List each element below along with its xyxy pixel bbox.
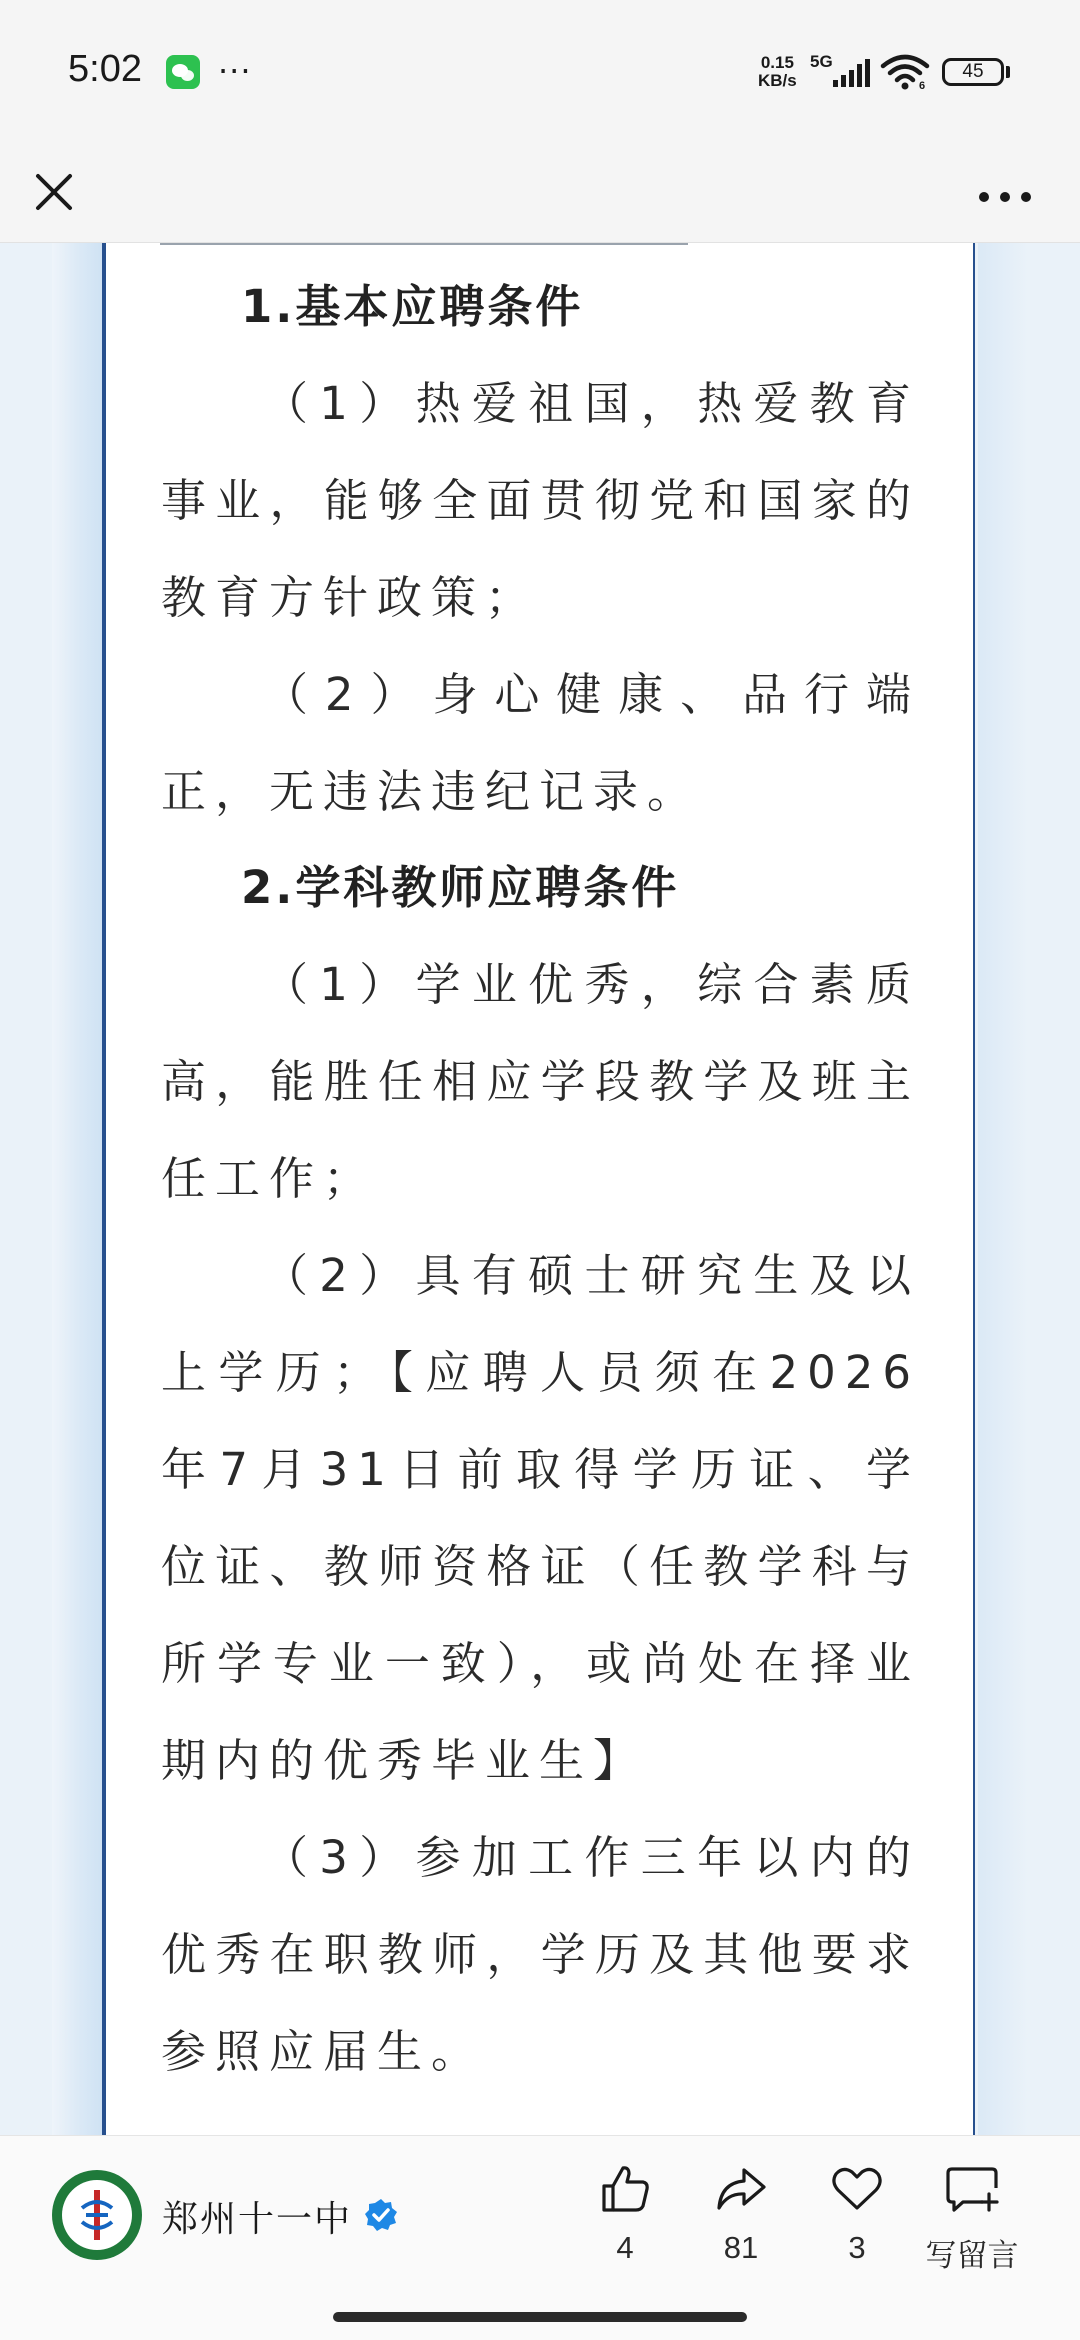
section-heading-teacher-requirements: 2.学科教师应聘条件 (241, 861, 680, 914)
thumbs-up-icon (596, 2160, 654, 2218)
signal-strength-icon (832, 58, 872, 88)
heart-icon (828, 2160, 886, 2218)
account-avatar[interactable] (52, 2170, 142, 2260)
account-name[interactable]: 郑州十一中 (162, 2199, 353, 2240)
favorite-button[interactable] (802, 2160, 912, 2266)
divider-line (160, 243, 688, 245)
article-body (161, 281, 920, 2100)
comment-add-icon (943, 2160, 1001, 2218)
svg-text:6: 6 (919, 80, 926, 90)
close-icon[interactable] (28, 160, 80, 220)
home-indicator[interactable] (333, 2312, 747, 2322)
bottom-action-bar (0, 2135, 1080, 2340)
school-logo-icon (78, 2188, 116, 2242)
more-menu-icon[interactable] (972, 160, 1040, 220)
status-bar (0, 0, 1080, 140)
write-comment-button[interactable] (918, 2160, 1026, 2275)
network-type: 5G (810, 52, 833, 71)
decorative-side-band-left (52, 243, 102, 2135)
battery-indicator: 45 (942, 58, 1004, 86)
decorative-side-band-right (978, 243, 1028, 2135)
verified-badge-icon (364, 2198, 398, 2232)
favorite-count: 3 (848, 2230, 866, 2265)
paragraph-requirement-2-1: （1）学业优秀，综合素质高，能胜任相应学段教学及班主任工作； (161, 958, 920, 1205)
wechat-notification-icon (166, 55, 200, 89)
like-count: 4 (616, 2230, 634, 2265)
comment-label: 写留言 (925, 2238, 1019, 2273)
navigation-bar (0, 140, 1080, 243)
like-button[interactable] (570, 2160, 680, 2266)
article-content-area[interactable] (0, 243, 1080, 2135)
share-arrow-icon (712, 2160, 770, 2218)
status-time: 5:02 (68, 48, 142, 90)
wifi-icon (880, 54, 930, 90)
net-speed-value: 0.15 (760, 53, 794, 72)
paragraph-requirement-2-2: （2）具有硕士研究生及以上学历；【应聘人员须在2026年7月31日前取得学历证、学位证、教师资格证（任教学科与所学专业一致），或尚处在择业期内的优秀毕业生】 (161, 1249, 920, 1787)
paragraph-requirement-1-1: （1）热爱祖国，热爱教育事业，能够全面贯彻党和国家的教育方针政策； (161, 377, 920, 624)
paragraph-requirement-1-2: （2）身心健康、品行端正，无违法违纪记录。 (161, 668, 920, 818)
paragraph-requirement-2-3: （3）参加工作三年以内的优秀在职教师，学历及其他要求参照应届生。 (161, 1831, 920, 2078)
net-speed-unit: KB/s (758, 71, 797, 90)
battery-tip (1006, 66, 1010, 78)
section-heading-basic-requirements: 1.基本应聘条件 (241, 280, 584, 333)
share-count: 81 (723, 2230, 759, 2265)
network-speed (758, 54, 797, 90)
share-button[interactable] (686, 2160, 796, 2266)
notification-more: ··· (218, 52, 252, 90)
